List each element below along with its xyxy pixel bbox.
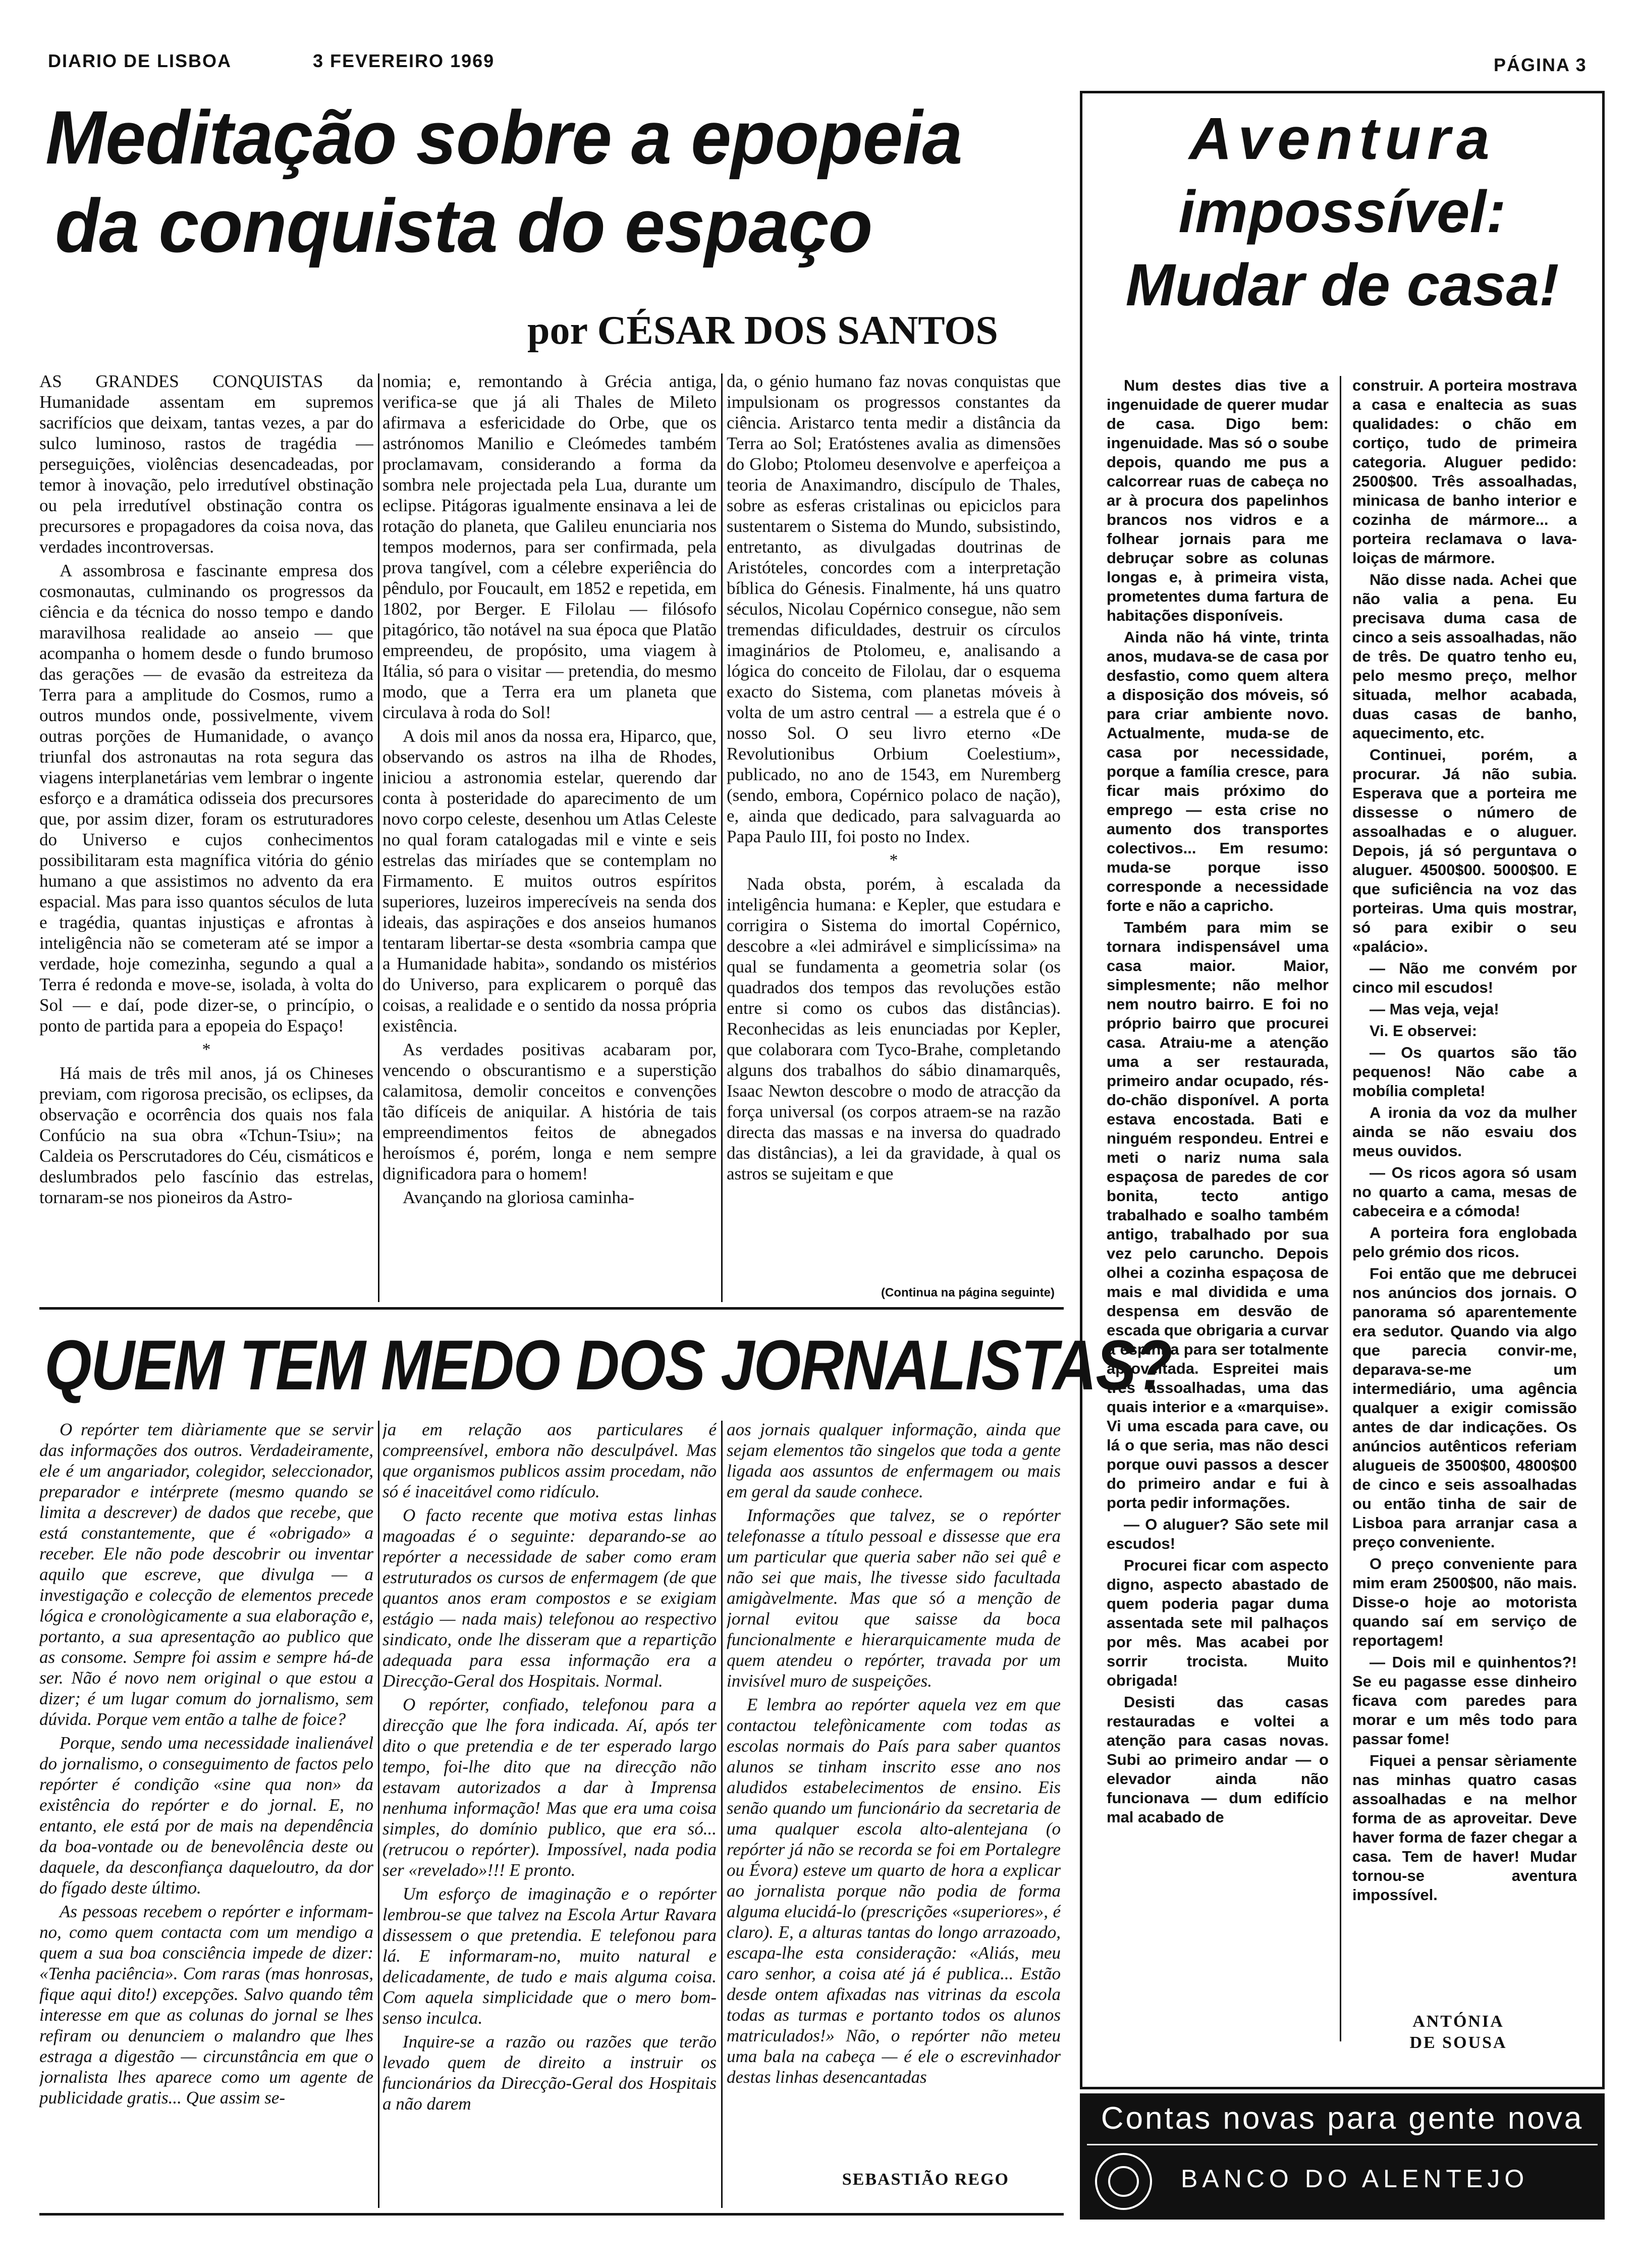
author-first-name: ANTÓNIA <box>1412 2012 1504 2031</box>
paragraph: Num destes dias tive a ingenuidade de querer mudar de casa. Digo bem: ingenuidade. Mas só o soube depois, quando me pus a calcorrear ruas de cabeça no ar à procura dos papelinhos brancos nos vidros e a folhear jornais para me debruçar sobre as colunas longas e, à primeira vista, prometentes duma fartura de habitações disponíveis. <box>1107 376 1329 624</box>
paragraph: AS GRANDES CONQUISTAS da Humanidade assentam em supremos sacrifícios que deixam, tantas vezes, a par do sulco luminoso, rastos de tragédia — perseguições, violências desencadeadas, por temor à inovação, pelo irredutível obstinação ou pela irredutível obstinação contra os precursores e propagadores da coisa nova, das verdades incontroversas. <box>39 371 373 557</box>
paragraph: As pessoas recebem o repórter e informam-no, como quem contacta com um mendigo a quem a sua boa consciência impede de dizer: «Tenha paciência». Com raras (mas honrosas, fique aqui dito!) excepções. Salvo quando têm interesse em que as colunas do jornal se lhes refiram ou denunciem o malandro que lhes estraga a digestão — circunstância em que o jornalista lhes aparece como um agente de publicidade gratis... Que assim se- <box>39 1902 373 2108</box>
article1-title-line1: Meditação sobre a epopeia <box>45 95 962 180</box>
paragraph: — Os quartos são tão pequenos! Não cabe a mobília completa! <box>1352 1044 1577 1100</box>
column-rule <box>1340 376 1341 2041</box>
issue-date: 3 FEVEREIRO 1969 <box>313 50 495 71</box>
paragraph: Informações que talvez, se o repórter telefonasse a título pessoal e dissesse que era um particular que queria saber não sei quê e não sei que mais, lhe tivesse sido facultada amigàvelmente. Mas que só a menção de jornal evitou que saisse da boca funcionalmente e hierarquicamente muda de quem atendeu o repórter, travada por um invisível muro de suspeições. <box>727 1505 1061 1691</box>
column-rule <box>378 1421 379 2208</box>
paragraph: — Dois mil e quinhentos?! Se eu pagasse esse dinheiro ficava com paredes para morar e um mês todo para passar fome! <box>1352 1653 1577 1748</box>
paragraph: aos jornais qualquer informação, ainda que sejam elementos tão singelos que toda a gente ligada aos assuntos de enfermagem ou mais em geral da saude conhece. <box>727 1420 1061 1501</box>
sidebar-column-2 <box>1352 376 1577 2006</box>
paragraph: — Não me convém por cinco mil escudos! <box>1352 959 1577 996</box>
section-divider: * <box>889 851 898 870</box>
byline-prefix: por <box>527 308 587 353</box>
paragraph: Ainda não há vinte, trinta anos, mudava-se de casa por desfastio, como quem altera a disposição dos móveis, só para criar ambiente novo. Actualmente, muda-se de casa por necessidade, porque a família cresce, para ficar mais próximo do emprego — esta crise no aumento dos transportes colectivos... Em resumo: muda-se porque isso corresponde a necessidade forte e não a capricho. <box>1107 628 1329 914</box>
continued-note: (Continua na página seguinte) <box>881 1286 1055 1300</box>
paragraph: — Mas veja, veja! <box>1370 1000 1499 1018</box>
paragraph: Continuei, porém, a procurar. Já não subia. Esperava que a porteira me dissesse o número de assoalhadas e o aluguer. Depois, já só perguntava o aluguer. 4500$00. 5000$00. E que suficiência na voz das porteiras. Uma quis mostrar, só para exibir o seu «palácio». <box>1352 746 1577 955</box>
sidebar-title-line1: Aventura <box>1189 105 1496 172</box>
paragraph: Procurei ficar com aspecto digno, aspecto abastado de quem poderia pagar duma assentada sete mil palhaços por mês. Mas acabei por sorrir trocista. Muito obrigada! <box>1107 1556 1329 1689</box>
sidebar-title-line3: Mudar de casa! <box>1125 252 1559 318</box>
paragraph: O preço conveniente para mim eram 2500$00, não mais. Disse-o hoje ao motorista quando saí em serviço de reportagem! <box>1352 1555 1577 1649</box>
column-rule <box>721 373 723 1302</box>
article1-column-2 <box>382 371 717 1300</box>
paragraph: Foi então que me debrucei nos anúncios dos jornais. O panorama só aparentemente era sedutor. Quando via algo que parecia convir-me, deparava-se-me um intermediário, uma agência qualquer a exigir comissão antes de dar indicações. Os anúncios autênticos referiam alugueis de 3500$00, 4800$00 de cinco e seis assoalhadas ou então tinha de sair de Lisboa para arranjar casa a preço conveniente. <box>1352 1265 1577 1551</box>
paragraph: O repórter tem diàriamente que se servir das informações dos outros. Verdadeiramente, ele é um angariador, colegidor, seleccionador, preparador e intérprete (mesmo quando se limita a descrever) de dados que recebe, que está constantemente, que é «obrigado» a receber. Ele não pode descobrir ou inventar aquilo que escreve, que divulga — a investigação e colecção de elementos precede lógica e cronològicamente a sua elaboração e, portanto, a sua apresentação ao publico que as consome. Sempre foi assim e sempre há-de ser. Não é novo nem original o que estou a dizer; é um lugar comum do jornalismo, sem dúvida. Porque vem então a talhe de foice? <box>39 1420 373 1729</box>
article2-signature: SEBASTIÃO REGO <box>842 2170 1009 2189</box>
ad-divider <box>1087 2144 1598 2145</box>
ad-slogan: Contas novas para gente nova <box>1101 2101 1584 2136</box>
paragraph: — Os ricos agora só usam no quarto a cama, mesas de cabeceira e a cómoda! <box>1352 1164 1577 1220</box>
column-rule <box>721 1421 723 2208</box>
sidebar-box <box>1080 91 1605 2089</box>
paragraph: Desisti das casas restauradas e voltei a atenção para casas novas. Subi ao primeiro andar — o elevador ainda não funcionava — dum edifício mal acabado de <box>1107 1693 1329 1826</box>
newspaper-name: DIARIO DE LISBOA <box>48 50 232 71</box>
paragraph: A assombrosa e fascinante empresa dos cosmonautas, culminando os progressos da ciência e da técnica do nosso tempo e dando maravilhosa realidade ao anseio — que acompanha o homem desde o fundo brumoso das gerações — de evasão da estreiteza da Terra para a amplitude do Cosmos, rumo a outros mundos onde, possivelmente, vivem outras porções de Humanidade, o avanço triunfal dos astronautas na rota segura das viagens interplanetárias vem lembrar o ingente esforço e a dramática odisseia dos precursores que, por assim dizer, foram os estruturadores do Universo e cujos conhecimentos possibilitaram esta magnífica vitória do génio humano a que assistimos no advento da era espacial. Mas para isso quantos séculos de luta e tragédia, quantas injustiças e afrontas à inteligência não se cometeram até se impor a verdade, hoje comezinha, segundo a qual a Terra é redonda e move-se, isolada, à volta do Sol — e daí, pode dizer-se, o princípio, o ponto de partida para a epopeia do Espaço! <box>39 561 373 1036</box>
paragraph: Nada obsta, porém, à escalada da inteligência humana: e Kepler, que estudara e corrigira o Sistema do imortal Copérnico, descobre a «lei admirável e simplicíssima» na qual se fundamenta a geometria solar (os quadrados dos tempos das revoluções estão entre si como os cubos das distâncias). Reconhecidas as leis enunciadas por Kepler, que colaborara com Tyco-Brahe, completando alguns dos trabalhos do sábio dinamarquês, Isaac Newton descobre o modo de atracção da força universal (os corpos atraem-se na razão directa das massas e na inversa do quadrado das distâncias), a lei da gravidade, à qual os astros se sujeitam e que <box>727 874 1061 1183</box>
paragraph: Fiquei a pensar sèriamente nas minhas quatro casas assoalhadas e na melhor forma de as aproveitar. Deve haver forma de fazer chegar a casa. Tem de haver! Mudar tornou-se aventura impossível. <box>1352 1752 1577 1904</box>
bank-logo-icon <box>1095 2153 1152 2210</box>
ad-bank-name: BANCO DO ALENTEJO <box>1181 2165 1529 2193</box>
article1-byline <box>527 308 998 354</box>
paragraph: O repórter, confiado, telefonou para a direcção que lhe fora indicada. Aí, após ter dito o que pretendia e de ter esperado largo tempo, foi-lhe dito que na direcção não estavam autorizados a dar à Imprensa nenhuma informação! Mas que era uma coisa simples, do domínio publico, que era só... (retrucou o repórter). Impossível, nada podia ser «revelado»!!! E pronto. <box>382 1695 717 1880</box>
paragraph: Porque, sendo uma necessidade inalienável do jornalismo, o conseguimento de factos pelo repórter é condição «sine qua non» da existência do repórter e do jornal. E, no entanto, ele está por de mais na dependência da boa-vontade ou de benevolência deste ou daquele, da desconfiança daqueloutro, da dor do fígado deste último. <box>39 1733 373 1898</box>
paragraph: construir. A porteira mostrava a casa e enaltecia as suas qualidades: o chão em cortiço, tudo de primeira categoria. Aluguer pedido: 2500$00. Três assoalhadas, minicasa de banho interior e cozinha de mármore... a porteira reclamava o lava-loiças de mármore. <box>1352 376 1577 567</box>
paragraph: Inquire-se a razão ou razões que terão levado quem de direito a instruir os funcionários da Direcção-Geral dos Hospitais a não darem <box>382 2032 717 2114</box>
article-divider <box>39 1307 1064 1310</box>
column-rule <box>378 373 379 1302</box>
article1-title-line2: da conquista do espaço <box>55 183 872 268</box>
paragraph: As verdades positivas acabaram por, vencendo o obscurantismo e a superstição calamitosa, demolir conceitos e convenções tão difíceis de aniquilar. A história de tais empreendimentos feitos de abnegados heroísmos é, porém, longa e nem sempre dignificadora para o homem! <box>382 1040 717 1183</box>
article2-column-1 <box>39 1419 373 2206</box>
article-bottom-rule <box>39 2213 1064 2216</box>
article2-column-2 <box>382 1419 717 2206</box>
article1-column-3 <box>727 371 1061 1279</box>
sidebar-title <box>1082 102 1602 322</box>
paragraph: E lembra ao repórter aquela vez em que contactou telefònicamente com todas as escolas normais do País para saber quantos alunos se tinham inscrito esse ano nos aludidos estabelecimentos de ensino. Eis senão quando um funcionário da secretaria de uma qualquer escola alto-alentejana (o repórter já não se recorda se foi em Portalegre ou Évora) esteve um quarto de hora a explicar ao jornalista porque não podia de forma alguma elucidá-lo (prescrições «superiores», é claro). E, a alturas tantas do longo arrazoado, escapa-lhe esta consideração: «Aliás, meu caro senhor, a coisa até já é publica... Estão desde ontem afixadas nas vitrinas da escola todas as turmas e portanto todos os alunos matriculados!» Não, o repórter não meteu uma bala na cabeça — é ele o escrevinhador destas linhas desencantadas <box>727 1695 1061 2087</box>
article2-column-3 <box>727 1419 1061 2166</box>
paragraph: Um esforço de imaginação e o repórter lembrou-se que talvez na Escola Artur Ravara dissessem o que pretendia. E telefonou para lá. E informaram-no, muito natural e delicadamente, de tudo e mais alguma coisa. Com aquela simplicidade que o mero bom-senso inculca. <box>382 1884 717 2028</box>
paragraph: A dois mil anos da nossa era, Hiparco, que, observando os astros na ilha de Rhodes, iniciou a astronomia estelar, querendo dar conta à posteridade do aparecimento de um novo corpo celeste, desenhou um Atlas Celeste no qual foram catalogadas mil e vinte e seis estrelas das miríades que se contemplam no Firmamento. E muitos outros espíritos superiores, luzeiros imperecíveis na senda dos ideais, das aspirações e dos anseios humanos tentaram libertar-se desta «sombria campa que a Humanidade habita», sondando os mistérios do Universo, para explicarem o porquê das coisas, a realidade e o sentido da nossa própria existência. <box>382 726 717 1036</box>
byline-author: CÉSAR DOS SANTOS <box>597 308 998 353</box>
article1-column-1 <box>39 371 373 1300</box>
section-divider: * <box>202 1040 211 1059</box>
paragraph: Vi. E observei: <box>1370 1022 1478 1040</box>
article1-title <box>45 93 1070 270</box>
paragraph: ja em relação aos particulares é compreensível, embora não desculpável. Mas que organismos publicos assim procedam, não só é inaceitável como ridículo. <box>382 1420 717 1501</box>
paragraph: A porteira fora englobada pelo grémio dos ricos. <box>1352 1224 1577 1261</box>
sidebar-author <box>1352 2011 1564 2054</box>
paragraph: Também para mim se tornara indispensável uma casa maior. Maior, simplesmente; não melhor nem noutro bairro. E foi no próprio bairro que procurei casa. Atraiu-me a atenção uma a ser restaurada, primeiro andar ocupado, rés-do-chão disponível. A porta estava encostada. Bati e ninguém respondeu. Entrei e meti o nariz numa sala espaçosa de paredes de cor bonita, tecto antigo trabalhado e soalho também antigo, trabalhado por sua vez pelo caruncho. Depois olhei a cozinha espaçosa de mais e mal dividida e uma despensa em desvão de escada que obrigaria a curvar a espinha para ser totalmente aproveitada. Espreitei mais três assoalhadas, uma das quais interior e a «marquise». Vi uma escada para cave, ou lá o que seria, mas não desci porque ouvi passos a descer do primeiro andar e fui à porta pedir informações. <box>1107 919 1329 1511</box>
paragraph: da, o génio humano faz novas conquistas que impulsionam os progressos constantes da ciência. Aristarco tenta medir a distância da Terra ao Sol; Eratóstenes avalia as dimensões do Globo; Ptolomeu desenvolve e aperfeiçoa a teoria de Anaximandro, discípulo de Thales, sobre as esferas cristalinas ou epiciclos para sustentarem o Sistema do Mundo, subsistindo, entretanto, as divulgadas doutrinas de Aristóteles, concordes com a interpretação bíblica do Génesis. Finalmente, há uns quatro séculos, Nicolau Copérnico consegue, não sem tremendas dificuldades, destruir os círculos imaginários de Ptolomeu, e, analisando a lógica do conceito de Filolau, dar o esquema exacto do Sistema, com planetas móveis à volta de um astro central — a estrela que é o nosso Sol. O seu livro eterno «De Revolutionibus Orbium Coelestium», publicado, no ano de 1543, em Nuremberg (sendo, embora, Copérnico polaco de nação), e, ainda que dedicado, para salvaguarda ao Papa Paulo III, foi posto no Index. <box>727 371 1061 846</box>
sidebar-title-line2: impossível: <box>1178 179 1506 245</box>
paragraph: nomia; e, remontando à Grécia antiga, verifica-se que já ali Thales de Mileto afirmava a esfericidade do Orbe, que os astrónomos Manilio e Cleómedes também proclamavam, considerando a forma da sombra nele projectada pela Lua, durante um eclipse. Pitágoras igualmente ensinava a lei de rotação do planeta, que Galileu enunciaria nos tempos modernos, para ser confirmada, pela prova tangível, com a célebre experiência do pêndulo, por Foucault, em 1852 e repetida, em 1802, por Berger. E Filolau — filósofo pitagórico, tão notável na sua época que Platão empreendeu, de propósito, uma viagem à Itália, só para o visitar — pretendia, do mesmo modo, que a Terra era um planeta que circulava à roda do Sol! <box>382 371 717 722</box>
bank-advertisement <box>1080 2093 1605 2220</box>
article2-headline: QUEM TEM MEDO DOS JORNALISTAS? <box>44 1325 1172 1405</box>
logo-inner-ring <box>1108 2166 1139 2197</box>
paragraph: Não disse nada. Achei que não valia a pena. Eu precisava duma casa de cinco a seis assoalhadas, não de três. De quatro tenho eu, pelo mesmo preço, melhor situada, melhor acabada, duas casas de banho, aquecimento, etc. <box>1352 571 1577 742</box>
page-number: PÁGINA 3 <box>1494 55 1587 75</box>
sidebar-column-1 <box>1107 376 1329 2077</box>
paragraph: Avançando na gloriosa caminha- <box>403 1187 635 1207</box>
paragraph: — O aluguer? São sete mil escudos! <box>1107 1516 1329 1552</box>
author-last-name: DE SOUSA <box>1409 2033 1507 2052</box>
paragraph: Há mais de três mil anos, já os Chineses previam, com rigorosa precisão, os eclipses, da observação e ocorrência dos quais nos fala Confúcio na sua obra «Tchun-Tsiu»; na Caldeia os Perscrutadores do Céu, cismáticos e deslumbrados pelo fascínio das estrelas, tornaram-se nos pioneiros da Astro- <box>39 1063 373 1207</box>
paragraph: A ironia da voz da mulher ainda se não esvaiu dos meus ouvidos. <box>1352 1104 1577 1160</box>
paragraph: O facto recente que motiva estas linhas magoadas é o seguinte: deparando-se ao repórter a necessidade de saber como eram estruturados os cursos de enfermagem (de que quantos anos eram compostos e se exigiam estágio — nada mais) telefonou ao respectivo sindicato, onde lhe disseram que a repartição adequada para essa informação era a Direcção-Geral dos Hospitais. Normal. <box>382 1505 717 1691</box>
